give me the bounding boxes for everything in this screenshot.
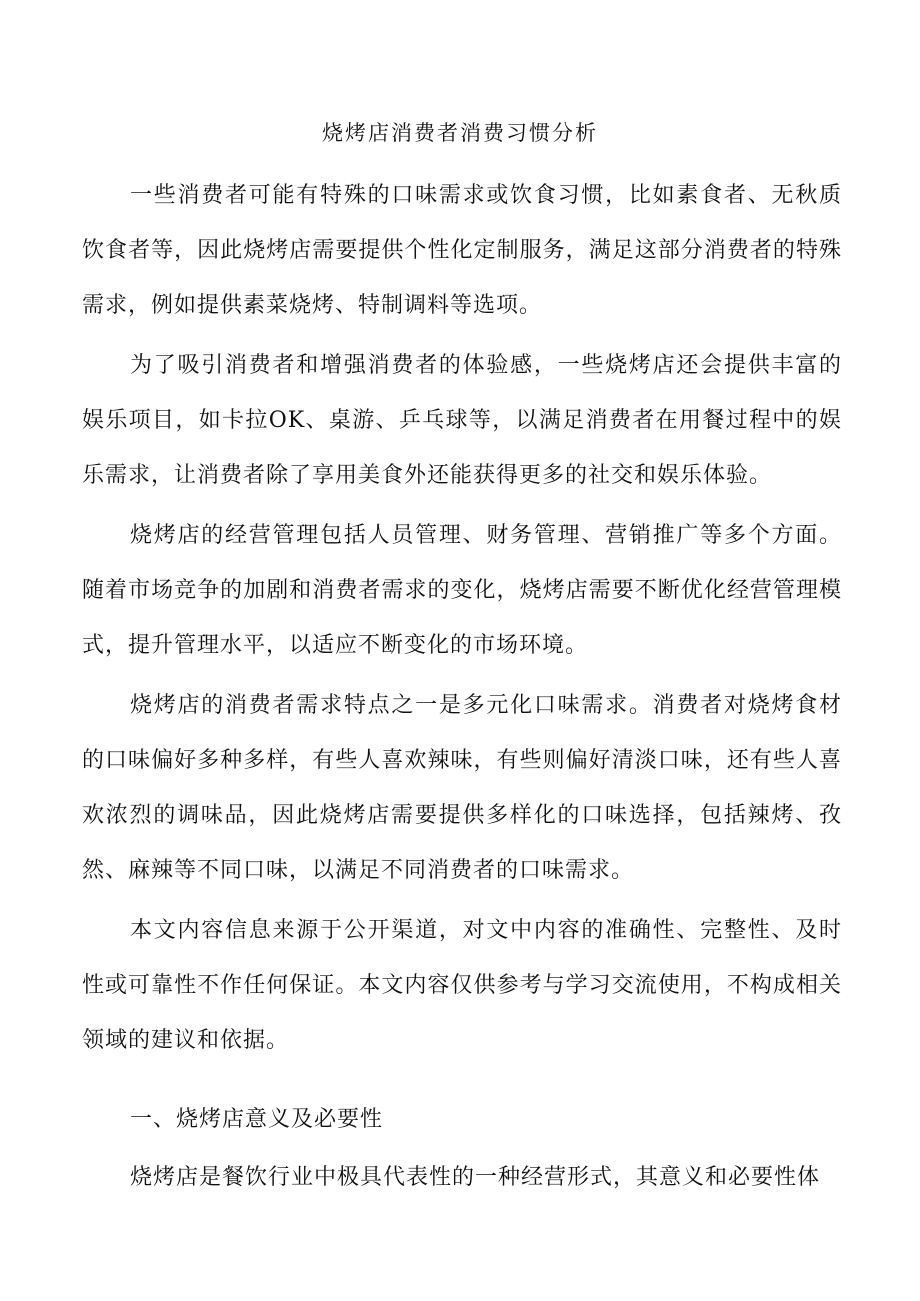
disclaimer-paragraph: 本文内容信息来源于公开渠道，对文中内容的准确性、完整性、及时性或可靠性不作任何保证。本文内容仅供参考与学习交流使用，不构成相关领域的建议和依据。 — [82, 918, 842, 1053]
body-paragraph: 一些消费者可能有特殊的口味需求或饮食习惯，比如素食者、无秋质饮食者等，因此烧烤店需要提供个性化定制服务，满足这部分消费者的特殊需求，例如提供素菜烧烤、特制调料等选项。 — [82, 183, 842, 318]
section-paragraph: 烧烤店是餐饮行业中极具代表性的一种经营形式，其意义和必要性体 — [130, 1165, 821, 1190]
body-paragraph: 为了吸引消费者和增强消费者的体验感，一些烧烤店还会提供丰富的娱乐项目，如卡拉OK、桌游、乒乓球等，以满足消费者在用餐过程中的娱乐需求，让消费者除了享用美食外还能获得更多的社交和娱乐体验。 — [82, 353, 842, 488]
body-paragraph: 烧烤店的经营管理包括人员管理、财务管理、营销推广等多个方面。随着市场竞争的加剧和消费者需求的变化，烧烤店需要不断优化经营管理模式，提升管理水平，以适应不断变化的市场环境。 — [82, 523, 842, 658]
body-paragraph: 烧烤店的消费者需求特点之一是多元化口味需求。消费者对烧烤食材的口味偏好多种多样，有些人喜欢辣味，有些则偏好清淡口味，还有些人喜欢浓烈的调味品，因此烧烤店需要提供多样化的口味选择，包括辣烤、孜然、麻辣等不同口味，以满足不同消费者的口味需求。 — [82, 693, 842, 883]
document-title: 烧烤店消费者消费习惯分析 — [322, 121, 598, 145]
section-heading: 一、烧烤店意义及必要性 — [130, 1107, 384, 1132]
